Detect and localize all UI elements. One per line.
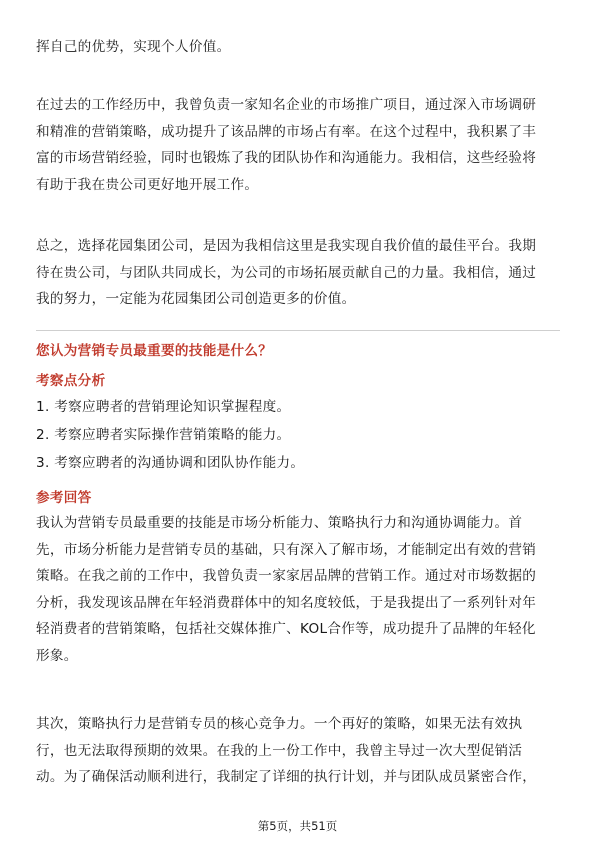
text-line: 待在贵公司，与团队共同成长，为公司的市场拓展贡献自己的力量。我相信，通过 bbox=[36, 264, 537, 281]
page-number: 第5页，共51页 bbox=[257, 819, 338, 833]
text-line: 在过去的工作经历中，我曾负责一家知名企业的市场推广项目，通过深入市场调研 bbox=[36, 97, 537, 113]
text-line: 我的努力，一定能为花园集团公司创造更多的价值。 bbox=[36, 291, 356, 307]
paragraph-conclusion bbox=[36, 233, 560, 313]
paragraph-experience bbox=[36, 92, 560, 198]
section-divider bbox=[36, 330, 560, 331]
question-title: 您认为营销专员最重要的技能是什么？ bbox=[36, 343, 273, 359]
analysis-point: 2. 考察应聘者实际操作营销策略的能力。 bbox=[36, 427, 291, 443]
text-line: 其次，策略执行力是营销专员的核心竞争力。一个再好的策略，如果无法有效执 bbox=[36, 716, 523, 732]
text-line: 富的市场营销经验，同时也锻炼了我的团队协作和沟通能力。我相信，这些经验将 bbox=[36, 150, 537, 166]
text-line: 策略。在我之前的工作中，我曾负责一家家居品牌的营销工作。通过对市场数据的 bbox=[36, 568, 537, 584]
answer-paragraph-1 bbox=[36, 510, 560, 669]
answer-paragraph-2 bbox=[36, 711, 560, 791]
text-line: 我认为营销专员最重要的技能是市场分析能力、策略执行力和沟通协调能力。首 bbox=[36, 515, 523, 531]
answer-heading: 参考回答 bbox=[36, 490, 92, 506]
text-line: 有助于我在贵公司更好地开展工作。 bbox=[36, 176, 259, 193]
analysis-heading: 考察点分析 bbox=[36, 373, 106, 389]
paragraph-intro-tail bbox=[36, 34, 560, 61]
text-line: 和精准的营销策略，成功提升了该品牌的市场占有率。在这个过程中，我积累了丰 bbox=[36, 123, 537, 140]
text-line: 分析，我发现该品牌在年轻消费群体中的知名度较低，于是我提出了一系列针对年 bbox=[36, 594, 537, 611]
analysis-point: 1. 考察应聘者的营销理论知识掌握程度。 bbox=[36, 399, 291, 415]
text-line: 行，也无法取得预期的效果。在我的上一份工作中，我曾主导过一次大型促销活 bbox=[36, 742, 523, 759]
text-line: 总之，选择花园集团公司，是因为我相信这里是我实现自我价值的最佳平台。我期 bbox=[36, 238, 537, 254]
text-line: 动。为了确保活动顺利进行，我制定了详细的执行计划，并与团队成员紧密合作， bbox=[36, 769, 537, 785]
text-line: 形象。 bbox=[36, 647, 78, 664]
text-line: 先，市场分析能力是营销专员的基础，只有深入了解市场，才能制定出有效的营销 bbox=[36, 541, 537, 558]
analysis-point: 3. 考察应聘者的沟通协调和团队协作能力。 bbox=[36, 455, 305, 471]
text-line: 挥自己的优势，实现个人价值。 bbox=[36, 39, 231, 55]
text-line: 轻消费者的营销策略，包括社交媒体推广、KOL合作等，成功提升了品牌的年轻化 bbox=[36, 621, 536, 637]
